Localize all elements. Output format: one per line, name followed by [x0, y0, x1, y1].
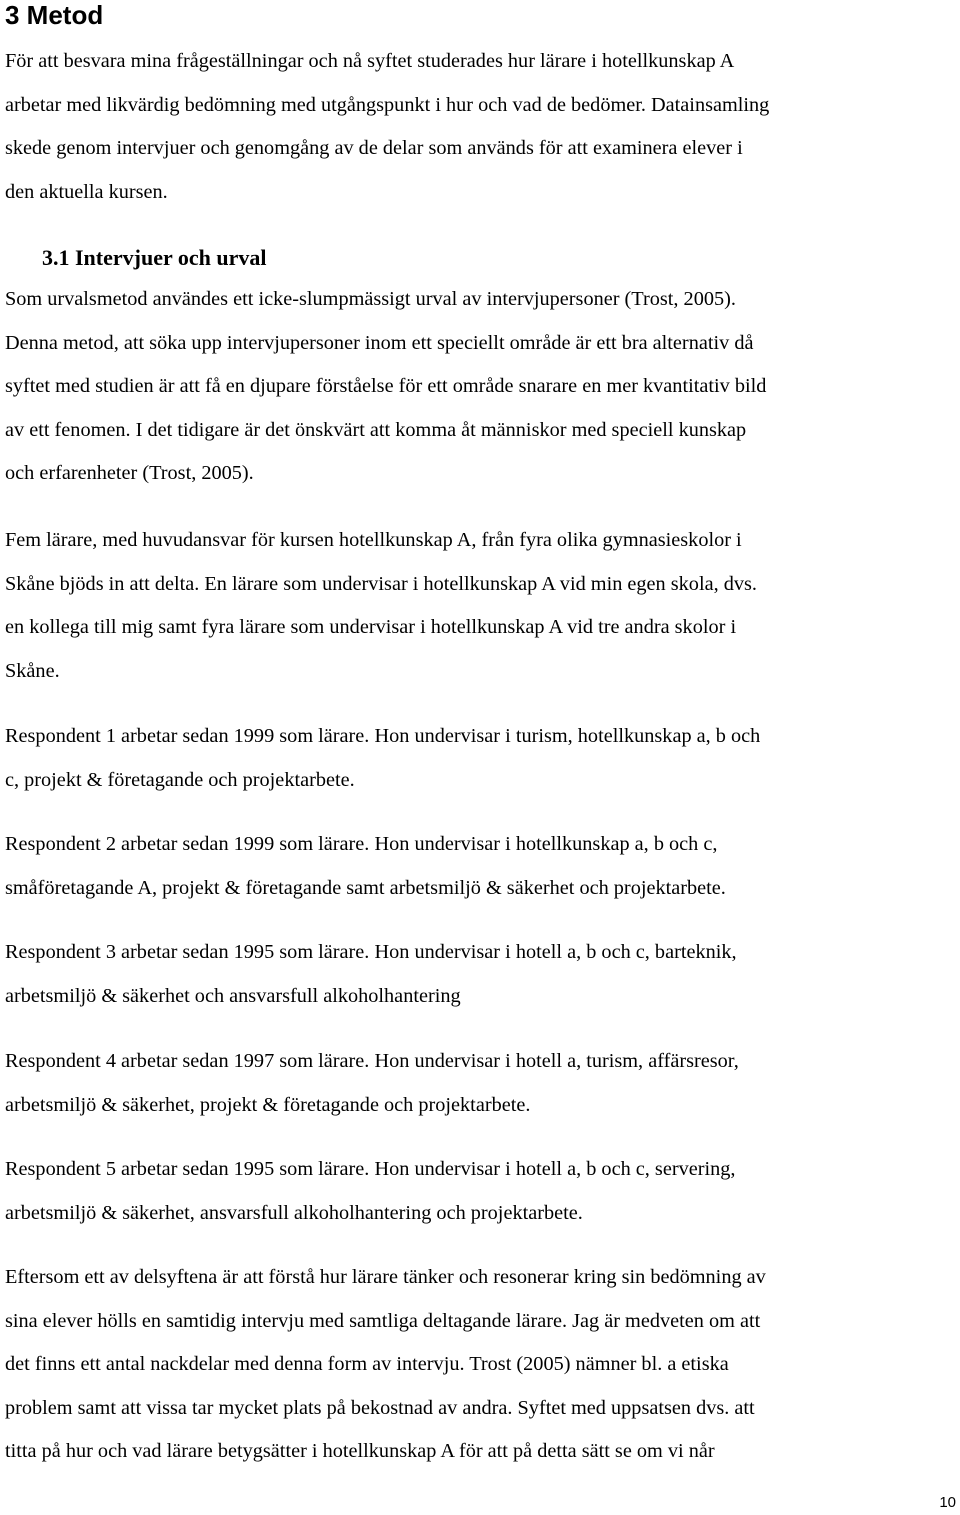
method-paragraph: [5, 278, 766, 496]
text-line: Respondent 1 arbetar sedan 1999 som lärare. Hon undervisar i turism, hotellkunskap a, b och: [5, 725, 761, 747]
interview-paragraph: [5, 1256, 766, 1474]
text-line: den aktuella kursen.: [5, 180, 168, 203]
text-line: en kollega till mig samt fyra lärare som undervisar i hotellkunskap A vid tre andra skolor i: [5, 616, 737, 639]
text-line: syftet med studien är att få en djupare förståelse för ett område snarare en mer kvantitativ bild: [5, 375, 767, 398]
text-line: Skåne bjöds in att delta. En lärare som undervisar i hotellkunskap A vid min egen skola, dvs.: [5, 572, 757, 595]
respondent-1-paragraph: [5, 715, 760, 802]
text-line: Som urvalsmetod användes ett icke-slumpmässigt urval av intervjupersoner (Trost, 2005).: [5, 288, 736, 310]
text-line: arbetsmiljö & säkerhet och ansvarsfull alkoholhantering: [5, 984, 461, 1007]
text-line: Eftersom ett av delsyftena är att förstå hur lärare tänker och resonerar kring sin bedömning av: [5, 1266, 766, 1288]
text-line: Respondent 4 arbetar sedan 1997 som lärare. Hon undervisar i hotell a, turism, affärsresor,: [5, 1050, 739, 1072]
text-line: arbetsmiljö & säkerhet, ansvarsfull alkoholhantering och projektarbete.: [5, 1201, 583, 1224]
text-line: För att besvara mina frågeställningar och nå syftet studerades hur lärare i hotellkunskap A: [5, 50, 735, 72]
respondent-3-paragraph: [5, 931, 737, 1018]
text-line: Respondent 5 arbetar sedan 1995 som lärare. Hon undervisar i hotell a, b och c, servering,: [5, 1158, 736, 1180]
respondent-2-paragraph: [5, 823, 726, 910]
section-heading: 3 Metod: [5, 0, 104, 30]
text-line: Fem lärare, med huvudansvar för kursen hotellkunskap A, från fyra olika gymnasieskolor i: [5, 529, 742, 551]
text-line: och erfarenheter (Trost, 2005).: [5, 462, 254, 485]
text-line: arbetsmiljö & säkerhet, projekt & företagande och projektarbete.: [5, 1093, 531, 1116]
text-line: sina elever hölls en samtidig intervju med samtliga deltagande lärare. Jag är medveten om att: [5, 1309, 761, 1332]
text-line: skede genom intervjuer och genomgång av de delar som används för att examinera elever i: [5, 137, 743, 160]
text-line: av ett fenomen. I det tidigare är det önskvärt att komma åt människor med speciell kunskap: [5, 418, 747, 441]
text-line: Denna metod, att söka upp intervjupersoner inom ett speciellt område är ett bra alternativ då: [5, 331, 754, 354]
page-number: 10: [939, 1494, 956, 1511]
subsection-heading: 3.1 Intervjuer och urval: [42, 245, 267, 270]
respondent-4-paragraph: [5, 1040, 739, 1127]
text-line: problem samt att vissa tar mycket plats på bekostnad av andra. Syftet med uppsatsen dvs. att: [5, 1396, 755, 1419]
text-line: c, projekt & företagande och projektarbete.: [5, 768, 355, 791]
text-line: Respondent 2 arbetar sedan 1999 som lärare. Hon undervisar i hotellkunskap a, b och c,: [5, 833, 718, 855]
text-line: arbetar med likvärdig bedömning med utgångspunkt i hur och vad de bedömer. Datainsamling: [5, 93, 770, 116]
text-line: det finns ett antal nackdelar med denna form av intervju. Trost (2005) nämner bl. a etiska: [5, 1353, 729, 1376]
text-line: Respondent 3 arbetar sedan 1995 som lärare. Hon undervisar i hotell a, b och c, barteknik,: [5, 941, 737, 963]
teachers-paragraph: [5, 519, 757, 693]
text-line: Skåne.: [5, 659, 60, 682]
text-line: titta på hur och vad lärare betygsätter i hotellkunskap A för att på detta sätt se om vi når: [5, 1440, 715, 1463]
respondent-5-paragraph: [5, 1148, 735, 1235]
text-line: småföretagande A, projekt & företagande samt arbetsmiljö & säkerhet och projektarbete.: [5, 876, 726, 899]
intro-paragraph: [5, 40, 769, 214]
